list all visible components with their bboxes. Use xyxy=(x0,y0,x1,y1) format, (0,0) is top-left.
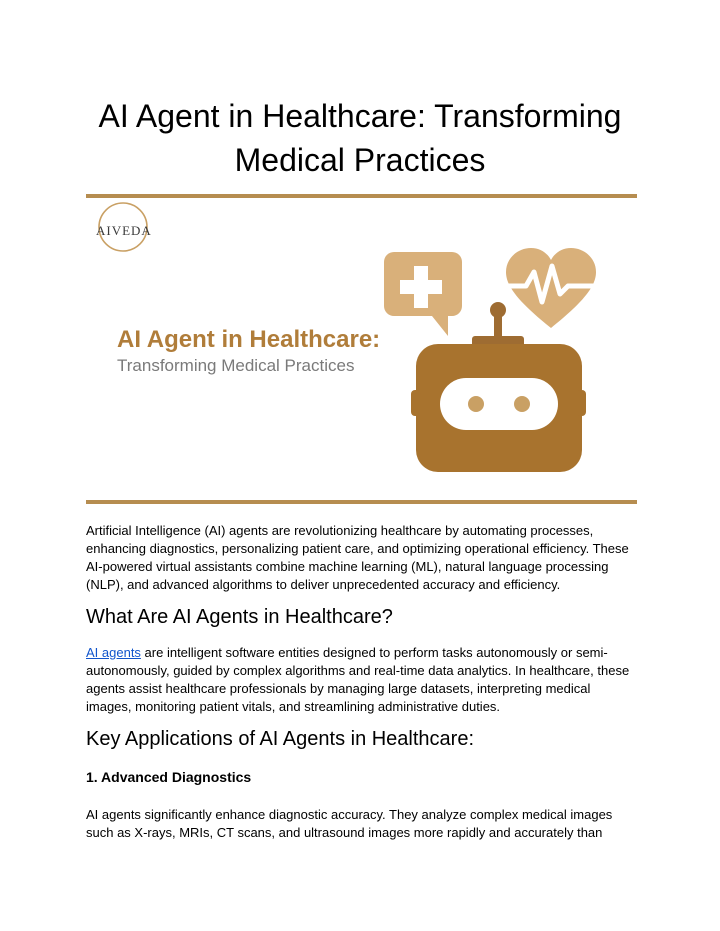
subsection-heading-advanced-diagnostics: 1. Advanced Diagnostics xyxy=(86,769,252,785)
document-title xyxy=(0,94,720,182)
medical-cross-chat-icon xyxy=(384,252,462,336)
ai-agents-link[interactable]: AI agents xyxy=(86,645,141,660)
bottom-divider xyxy=(86,500,637,504)
section-heading-key-applications: Key Applications of AI Agents in Healthcare: xyxy=(86,728,475,750)
heart-pulse-icon xyxy=(500,248,606,328)
title-line-1: AI Agent in Healthcare: Transforming xyxy=(98,98,622,134)
section-heading-what-are-ai-agents: What Are AI Agents in Healthcare? xyxy=(86,606,393,628)
diagnostics-paragraph: AI agents significantly enhance diagnostic accuracy. They analyze complex medical images such as X-rays, MRIs, CT scans, and ultrasound images more rapidly and accurately than xyxy=(86,807,613,840)
aiveda-logo: AIVEDA xyxy=(96,223,152,238)
section1-paragraph xyxy=(86,644,638,716)
section1-text: are intelligent software entities designed to perform tasks autonomously or semi-autonomously, guided by complex algorithms and real-time data analytics. In healthcare, these agents assist healthcare professionals by managing large datasets, interpreting medical images, monitoring patient vitals, and streamlining administrative duties. xyxy=(86,645,630,714)
banner-subheading: Transforming Medical Practices xyxy=(117,356,355,375)
banner-heading: AI Agent in Healthcare: xyxy=(117,326,381,353)
top-divider xyxy=(86,194,637,198)
robot-icon xyxy=(411,302,586,472)
title-line-2: Medical Practices xyxy=(234,142,486,178)
intro-paragraph: Artificial Intelligence (AI) agents are revolutionizing healthcare by automating processes, enhancing diagnostics, personalizing patient care, and optimizing operational efficiency. These AI-powered virtual assistants combine machine learning (ML), natural language processing (NLP), and advanced algorithms to deliver unprecedented accuracy and efficiency. xyxy=(86,523,629,592)
